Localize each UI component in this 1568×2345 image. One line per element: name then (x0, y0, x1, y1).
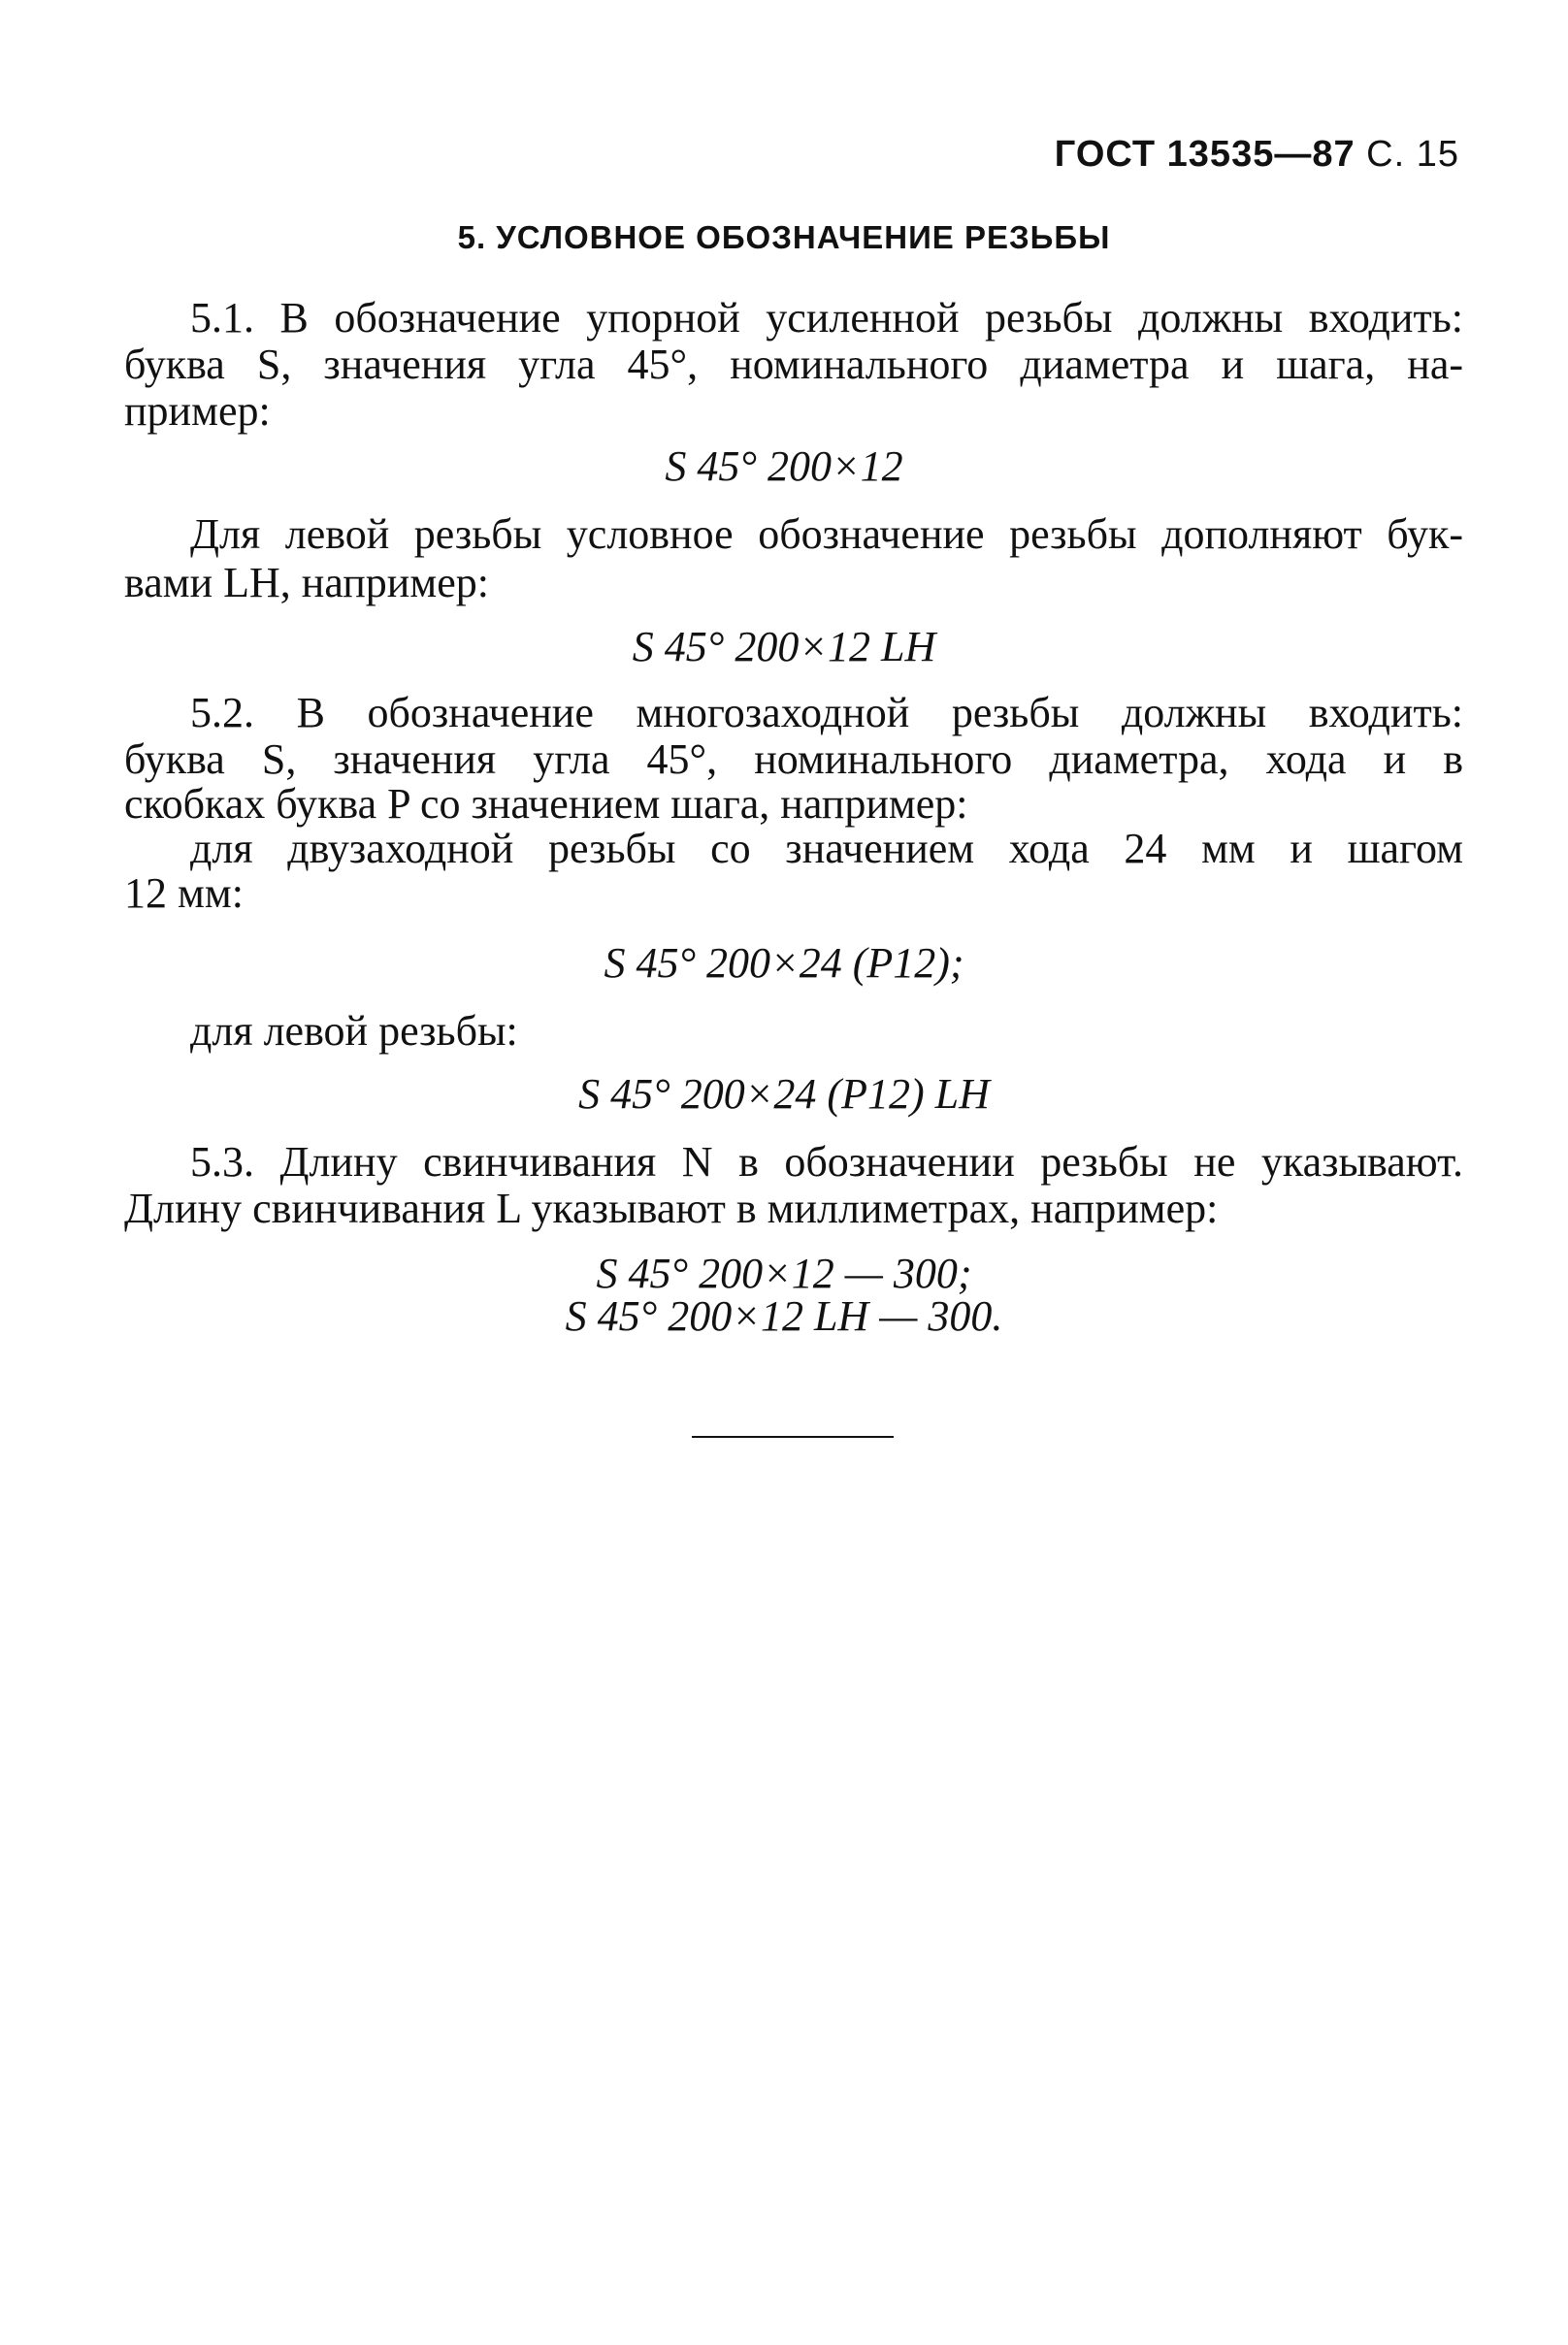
formula-2: S 45° 200×12 LH (632, 623, 936, 670)
page-header (1055, 134, 1459, 176)
paragraph-5-1-line-3: пример: (124, 387, 271, 435)
formula-4: S 45° 200×24 (P12) LH (578, 1070, 990, 1118)
paragraph-5-2-line-5: 12 мм: (124, 869, 244, 917)
left-thread-label: для левой резьбы: (190, 1007, 518, 1055)
paragraph-5-1-line-2: буква S, значения угла 45°, номинального диаметра и шага, на- (124, 341, 1463, 388)
paragraph-5-2-line-2: буква S, значения угла 45°, номинального диаметра, хода и в (124, 735, 1463, 783)
formula-3: S 45° 200×24 (P12); (604, 939, 964, 987)
left-thread-line-2: вами LH, например: (124, 559, 489, 606)
paragraph-5-3-line-2: Длину свинчивания L указывают в миллиметрах, например: (124, 1185, 1219, 1232)
paragraph-5-2-line-1: 5.2. В обозначение многозаходной резьбы должны входить: (190, 689, 1463, 736)
formula-1: S 45° 200×12 (665, 442, 903, 490)
standard-code: ГОСТ 13535—87 (1054, 134, 1356, 175)
page-number: С. 15 (1366, 134, 1459, 175)
formula-6: S 45° 200×12 LH — 300. (565, 1292, 1003, 1340)
paragraph-5-1-line-1: 5.1. В обозначение упорной усиленной резьбы должны входить: (190, 294, 1463, 342)
paragraph-5-3-line-1: 5.3. Длину свинчивания N в обозначении резьбы не указывают. (190, 1138, 1463, 1186)
paragraph-5-2-line-4: для двузаходной резьбы со значением хода 24 мм и шагом (190, 825, 1463, 872)
end-rule (692, 1436, 894, 1438)
formula-5: S 45° 200×12 — 300; (596, 1250, 972, 1297)
section-title: 5. УСЛОВНОЕ ОБОЗНАЧЕНИЕ РЕЗЬБЫ (457, 219, 1111, 255)
paragraph-5-2-line-3: скобках буква P со значением шага, например: (124, 780, 968, 828)
left-thread-line-1: Для левой резьбы условное обозначение резьбы дополняют бук- (190, 510, 1463, 558)
